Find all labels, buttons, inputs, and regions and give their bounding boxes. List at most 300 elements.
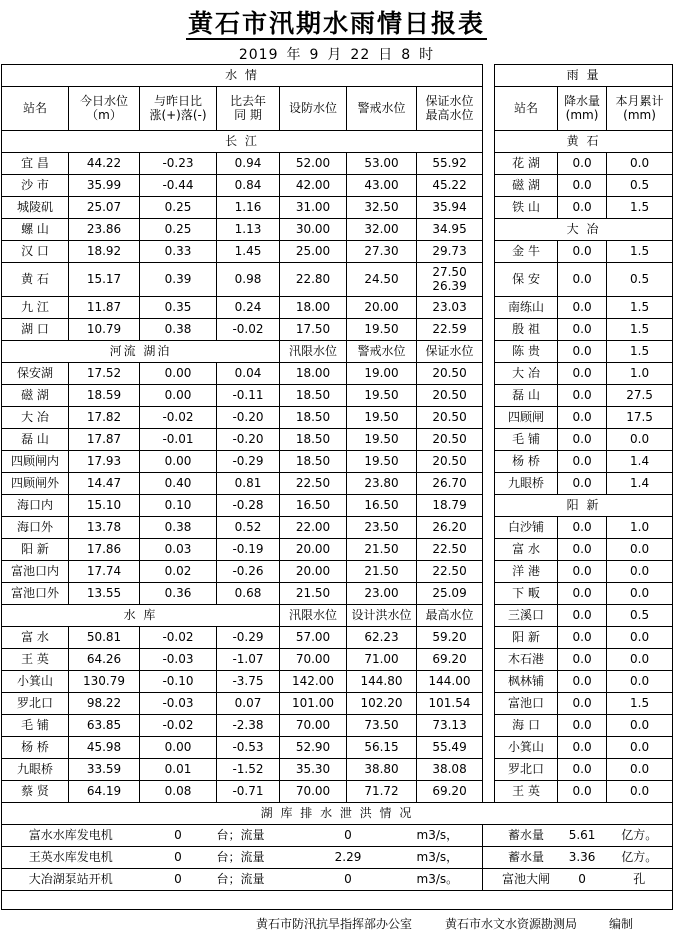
station-name: 四顾闸外 [2,473,69,495]
col-warning: 警戒水位 [347,87,417,131]
level-col-2: 56.15 [347,737,417,759]
level-col-2: 38.80 [347,759,417,781]
today-level: 17.74 [69,561,140,583]
month-total-value: 0.0 [607,759,673,781]
level-col-2: 73.50 [347,715,417,737]
level-col-1: 22.00 [280,517,347,539]
col-vs-yesterday [140,87,217,131]
station-name: 海口内 [2,495,69,517]
level-col-2: 53.00 [347,153,417,175]
month-total-value: 0.5 [607,175,673,197]
col-vs-last-year [217,87,280,131]
rainfall-value: 0.0 [558,693,607,715]
level-col-2: 102.20 [347,693,417,715]
level-col-3: 55.92 [417,153,483,175]
vs-yesterday: 0.25 [140,197,217,219]
vs-last-year: -0.20 [217,429,280,451]
today-level: 11.87 [69,297,140,319]
gap-cell [483,131,495,153]
level-col-2: 23.50 [347,517,417,539]
vs-last-year: 0.07 [217,693,280,715]
month-total-value: 0.0 [607,649,673,671]
footer-bureau: 黄石市水文水资源勘测局 [445,917,578,931]
report-title [0,4,673,40]
drain-key: 富池大闸 [495,869,558,891]
data-row [2,649,673,671]
data-row [2,175,673,197]
level-col-2: 19.50 [347,319,417,341]
vs-yesterday: 0.02 [140,561,217,583]
today-level: 35.99 [69,175,140,197]
month-total-value: 1.0 [607,517,673,539]
level-col-3: 73.13 [417,715,483,737]
col-today-level-line1: 今日水位 [79,93,128,108]
drain-flow: 2.29 [280,847,417,869]
rain-group-yangxin: 阳 新 [495,495,673,517]
rainfall-value: 0.0 [558,781,607,803]
drain-unit-2: m3/s， [417,847,483,869]
rainfall-value: 0.0 [558,715,607,737]
today-level: 18.92 [69,241,140,263]
level-col-3: 55.49 [417,737,483,759]
today-level: 15.10 [69,495,140,517]
col-rainfall-line2: (mm) [565,107,599,122]
level-col-3: 59.20 [417,627,483,649]
col-guarantee [417,87,483,131]
gap-cell [483,847,495,869]
level-col-1: 70.00 [280,715,347,737]
section-drain: 湖 库 排 水 泄 洪 情 况 [2,803,673,825]
gap-cell [483,297,495,319]
station-name: 宜 昌 [2,153,69,175]
vs-yesterday: 0.00 [140,451,217,473]
level-col-2: 23.80 [347,473,417,495]
vs-yesterday: 0.00 [140,737,217,759]
gap-cell [483,65,495,87]
data-row [2,781,673,803]
level-col-3: 45.22 [417,175,483,197]
data-row [2,495,673,517]
station-name: 汉 口 [2,241,69,263]
gap-cell [483,627,495,649]
col-month-total-line1: 本月累计 [615,93,664,108]
data-row [2,539,673,561]
rainfall-value: 0.0 [558,297,607,319]
gap-cell [483,219,495,241]
rainfall-value: 0.0 [558,759,607,781]
station-name: 磁 湖 [2,385,69,407]
data-row [2,737,673,759]
rain-station-name: 花 湖 [495,153,558,175]
vs-last-year: 0.94 [217,153,280,175]
month-total-value: 0.0 [607,627,673,649]
vs-yesterday: -0.10 [140,671,217,693]
month-total-value: 17.5 [607,407,673,429]
vs-yesterday: 0.35 [140,297,217,319]
rain-station-name: 海 口 [495,715,558,737]
month-total-value: 0.0 [607,671,673,693]
gap-cell [483,385,495,407]
reservoir-col-1: 汛限水位 [280,605,347,627]
report-table [1,64,673,910]
station-name: 罗北口 [2,693,69,715]
data-row [2,341,673,363]
reservoir-col-2: 设计洪水位 [347,605,417,627]
today-level: 25.07 [69,197,140,219]
month-total-value: 0.5 [607,263,673,297]
data-row [2,715,673,737]
vs-last-year: -1.07 [217,649,280,671]
level-col-3: 69.20 [417,781,483,803]
level-col-3: 26.20 [417,517,483,539]
vs-last-year: 0.68 [217,583,280,605]
level-col-2: 71.72 [347,781,417,803]
station-name: 四顾闸内 [2,451,69,473]
rain-station-name: 罗北口 [495,759,558,781]
vs-yesterday: -0.44 [140,175,217,197]
rainfall-value: 0.0 [558,539,607,561]
rainfall-value: 0.0 [558,341,607,363]
gap-cell [483,263,495,297]
level-col-2: 19.50 [347,451,417,473]
col-vs-last-year-line2: 同 期 [234,107,262,122]
gap-cell [483,341,495,363]
level-col-1: 18.00 [280,363,347,385]
date-year-unit: 年 [286,47,302,63]
rain-station-name: 白沙铺 [495,517,558,539]
level-col-3: 69.20 [417,649,483,671]
vs-yesterday: -0.03 [140,649,217,671]
station-name: 王 英 [2,649,69,671]
data-row [2,671,673,693]
gap-cell [483,781,495,803]
vs-last-year: 1.16 [217,197,280,219]
rainfall-value: 0.0 [558,561,607,583]
month-total-value: 1.5 [607,197,673,219]
level-col-3: 38.08 [417,759,483,781]
data-row [2,583,673,605]
col-station: 站名 [2,87,69,131]
vs-yesterday: 0.33 [140,241,217,263]
vs-last-year: -0.26 [217,561,280,583]
blank-cell [2,891,673,910]
vs-last-year: -0.19 [217,539,280,561]
level-col-3: 35.94 [417,197,483,219]
station-name: 磊 山 [2,429,69,451]
gap-cell [483,693,495,715]
drain-unit-2: m3/s。 [417,869,483,891]
data-row [2,693,673,715]
level-col-3: 29.73 [417,241,483,263]
col-guarantee-line1: 保证水位 [425,93,474,108]
level-col-1: 25.00 [280,241,347,263]
level-col-3: 34.95 [417,219,483,241]
gap-cell [483,649,495,671]
station-name: 湖 口 [2,319,69,341]
level-col-1: 30.00 [280,219,347,241]
drain-unit-3: 孔 [607,869,673,891]
month-total-value: 0.5 [607,605,673,627]
vs-yesterday: -0.03 [140,693,217,715]
level-col-2: 21.50 [347,561,417,583]
month-total-value: 0.0 [607,561,673,583]
level-col-1: 20.00 [280,539,347,561]
rainfall-value: 0.0 [558,263,607,297]
level-col-3: 20.50 [417,451,483,473]
today-level: 64.19 [69,781,140,803]
vs-yesterday: -0.02 [140,715,217,737]
today-level: 17.87 [69,429,140,451]
drain-unit-1: 台；流量 [217,847,280,869]
rainfall-value: 0.0 [558,517,607,539]
drain-row [2,869,673,891]
month-total-value: 1.0 [607,363,673,385]
drain-unit-2: m3/s， [417,825,483,847]
vs-last-year: -2.38 [217,715,280,737]
rainfall-value: 0.0 [558,363,607,385]
today-level: 17.93 [69,451,140,473]
drain-count: 0 [140,825,217,847]
data-row [2,219,673,241]
vs-yesterday: 0.25 [140,219,217,241]
vs-last-year: 0.81 [217,473,280,495]
rainfall-value: 0.0 [558,153,607,175]
station-name: 海口外 [2,517,69,539]
col-month-total [607,87,673,131]
rain-station-name: 磊 山 [495,385,558,407]
rain-station-name: 四顾闸 [495,407,558,429]
rainfall-value: 0.0 [558,407,607,429]
vs-yesterday: -0.01 [140,429,217,451]
today-level: 13.78 [69,517,140,539]
level-col-3: 22.50 [417,561,483,583]
data-row [2,759,673,781]
gap-cell [483,539,495,561]
level-col-1: 18.00 [280,297,347,319]
station-name: 富池口外 [2,583,69,605]
gap-cell [483,495,495,517]
section-changjiang: 长 江 [2,131,483,153]
station-name: 富池口内 [2,561,69,583]
vs-last-year: 0.84 [217,175,280,197]
level-col-1: 22.50 [280,473,347,495]
vs-yesterday: -0.02 [140,627,217,649]
vs-last-year: -0.29 [217,627,280,649]
rain-station-name: 保 安 [495,263,558,297]
rainfall-value: 0.0 [558,451,607,473]
rainfall-value: 0.0 [558,473,607,495]
level-col-1: 20.00 [280,561,347,583]
level-col-3: 20.50 [417,429,483,451]
level-col-1: 17.50 [280,319,347,341]
level-col-2: 24.50 [347,263,417,297]
drain-value: 5.61 [558,825,607,847]
col-vs-last-year-line1: 比去年 [229,93,266,108]
section-lakes: 河流 湖泊 [2,341,280,363]
water-header: 水 情 [2,65,483,87]
vs-yesterday: 0.00 [140,363,217,385]
level-col-3: 20.50 [417,385,483,407]
today-level: 13.55 [69,583,140,605]
rainfall-value: 0.0 [558,605,607,627]
level-col-2: 19.50 [347,429,417,451]
col-rainfall [558,87,607,131]
station-name: 九 江 [2,297,69,319]
rain-station-name: 磁 湖 [495,175,558,197]
level-col-2: 43.00 [347,175,417,197]
level-col-1: 52.90 [280,737,347,759]
drain-count: 0 [140,847,217,869]
station-name: 九眼桥 [2,759,69,781]
rain-station-name: 九眼桥 [495,473,558,495]
gap-cell [483,517,495,539]
gap-cell [483,583,495,605]
rain-station-name: 枫林铺 [495,671,558,693]
rain-station-name: 大 冶 [495,363,558,385]
drain-label: 王英水库发电机 [2,847,140,869]
vs-yesterday: 0.38 [140,517,217,539]
station-name: 城陵矶 [2,197,69,219]
level-col-2: 32.50 [347,197,417,219]
data-row [2,319,673,341]
drain-value: 0 [558,869,607,891]
level-col-1: 57.00 [280,627,347,649]
vs-yesterday: 0.10 [140,495,217,517]
gap-cell [483,473,495,495]
date-day: 22 [350,47,371,63]
vs-last-year: -0.29 [217,451,280,473]
level-col-3: 22.50 [417,539,483,561]
rain-station-name: 三溪口 [495,605,558,627]
month-total-value: 0.0 [607,781,673,803]
rainfall-value: 0.0 [558,197,607,219]
station-name: 小箕山 [2,671,69,693]
vs-last-year: 0.04 [217,363,280,385]
data-row [2,451,673,473]
drain-flow: 0 [280,869,417,891]
data-row [2,407,673,429]
level-col-1: 16.50 [280,495,347,517]
rainfall-value: 0.0 [558,385,607,407]
today-level: 130.79 [69,671,140,693]
vs-last-year: -0.28 [217,495,280,517]
data-row [2,385,673,407]
today-level: 14.47 [69,473,140,495]
drain-label: 富水水库发电机 [2,825,140,847]
rain-station-name: 小箕山 [495,737,558,759]
today-level: 33.59 [69,759,140,781]
drain-unit-3: 亿方。 [607,847,673,869]
rain-station-name: 杨 桥 [495,451,558,473]
vs-yesterday: 0.00 [140,385,217,407]
month-total-value: 1.4 [607,473,673,495]
rain-station-name: 下 畈 [495,583,558,605]
report-footer [0,913,673,932]
level-col-3: 20.50 [417,407,483,429]
vs-yesterday: 0.38 [140,319,217,341]
station-name: 蔡 贤 [2,781,69,803]
section-reservoir: 水 库 [2,605,280,627]
data-row [2,263,673,297]
today-level: 44.22 [69,153,140,175]
vs-last-year: 0.24 [217,297,280,319]
gap-cell [483,429,495,451]
month-total-value: 0.0 [607,153,673,175]
station-name: 阳 新 [2,539,69,561]
gap-cell [483,175,495,197]
rain-group-daye: 大 冶 [495,219,673,241]
level-col-2: 19.50 [347,385,417,407]
level-col-2: 27.30 [347,241,417,263]
rainfall-value: 0.0 [558,649,607,671]
vs-last-year: -0.53 [217,737,280,759]
month-total-value: 1.4 [607,451,673,473]
level-col-2: 144.80 [347,671,417,693]
today-level: 10.79 [69,319,140,341]
drain-unit-1: 台；流量 [217,825,280,847]
drain-row [2,825,673,847]
drain-header-row [2,803,673,825]
gap-cell [483,363,495,385]
level-col-2: 19.50 [347,407,417,429]
month-total-value: 1.5 [607,693,673,715]
rainfall-value: 0.0 [558,583,607,605]
rain-station-name: 富池口 [495,693,558,715]
drain-count: 0 [140,869,217,891]
station-name: 保安湖 [2,363,69,385]
date-hour-unit: 时 [419,47,435,63]
month-total-value: 1.5 [607,297,673,319]
level-col-1: 42.00 [280,175,347,197]
level-col-2: 16.50 [347,495,417,517]
data-row [2,197,673,219]
rain-station-name: 王 英 [495,781,558,803]
vs-yesterday: 0.01 [140,759,217,781]
drain-unit-1: 台；流量 [217,869,280,891]
vs-last-year: -3.75 [217,671,280,693]
month-total-value: 0.0 [607,715,673,737]
gap-cell [483,451,495,473]
rain-station-name: 毛 铺 [495,429,558,451]
today-level: 15.17 [69,263,140,297]
gap-cell [483,759,495,781]
today-level: 23.86 [69,219,140,241]
col-vs-yesterday-line1: 与昨日比 [153,93,202,108]
level-col-1: 18.50 [280,407,347,429]
col-today-level [69,87,140,131]
title-text: 黄石市汛期水雨情日报表 [187,9,485,38]
blank-row [2,891,673,910]
month-total-value: 0.0 [607,539,673,561]
today-level: 45.98 [69,737,140,759]
gap-cell [483,605,495,627]
col-rain-station: 站名 [495,87,558,131]
today-level: 17.52 [69,363,140,385]
level-col-1: 21.50 [280,583,347,605]
gap-cell [483,153,495,175]
drain-row [2,847,673,869]
level-col-1: 18.50 [280,385,347,407]
rainfall-value: 0.0 [558,429,607,451]
today-level: 17.86 [69,539,140,561]
rain-station-name: 木石港 [495,649,558,671]
month-total-value: 0.0 [607,429,673,451]
level-col-3 [417,263,483,297]
station-name: 杨 桥 [2,737,69,759]
vs-yesterday: 0.36 [140,583,217,605]
rainfall-value: 0.0 [558,319,607,341]
station-name: 大 冶 [2,407,69,429]
